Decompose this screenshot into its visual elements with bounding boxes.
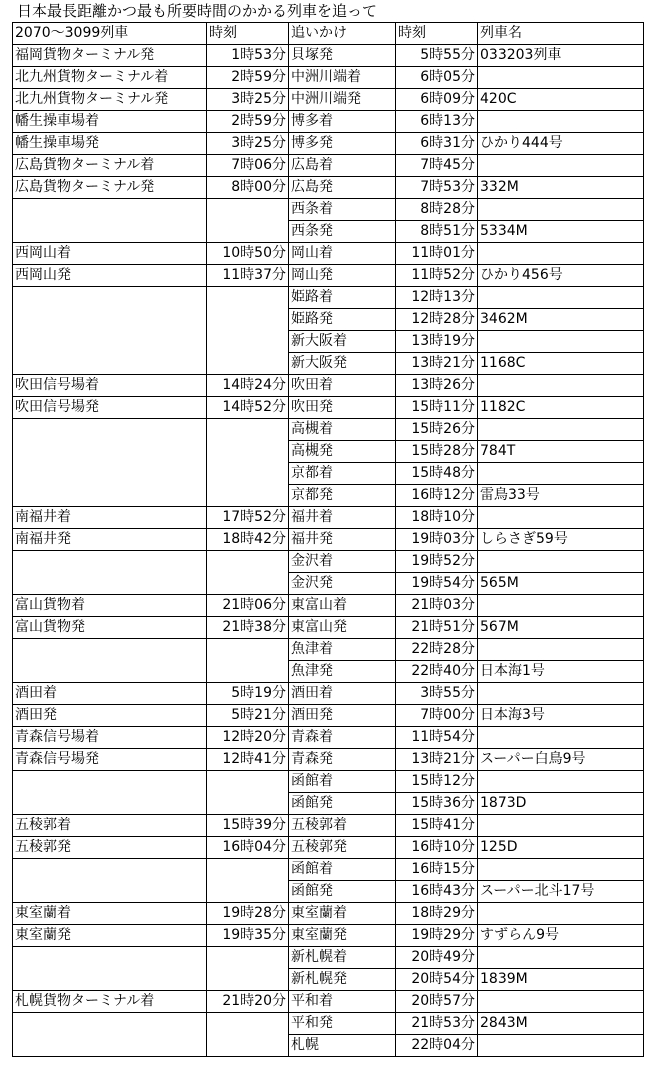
- chase-time-cell: 15時28分: [396, 441, 478, 463]
- table-row: [13, 639, 644, 661]
- table-row: [13, 881, 644, 903]
- chase-station-cell: 岡山着: [289, 243, 396, 265]
- chase-station-cell: 福井発: [289, 529, 396, 551]
- freight-time-cell: 12時20分: [207, 727, 289, 749]
- freight-station-cell: 南福井着: [13, 507, 207, 529]
- freight-time-cell: 19時28分: [207, 903, 289, 925]
- freight-station-cell: [13, 353, 207, 375]
- table-row: [13, 749, 644, 771]
- freight-time-cell: [207, 661, 289, 683]
- table-row: [13, 793, 644, 815]
- chase-time-cell: 3時55分: [396, 683, 478, 705]
- freight-station-cell: 広島貨物ターミナル着: [13, 155, 207, 177]
- freight-time-cell: 5時21分: [207, 705, 289, 727]
- freight-time-cell: [207, 441, 289, 463]
- freight-station-cell: 吹田信号場着: [13, 375, 207, 397]
- freight-time-cell: [207, 947, 289, 969]
- freight-station-cell: 酒田着: [13, 683, 207, 705]
- chase-station-cell: 福井着: [289, 507, 396, 529]
- chase-station-cell: 函館発: [289, 793, 396, 815]
- chase-station-cell: 新札幌着: [289, 947, 396, 969]
- chase-time-cell: 15時36分: [396, 793, 478, 815]
- chase-time-cell: 7時45分: [396, 155, 478, 177]
- chase-station-cell: 岡山発: [289, 265, 396, 287]
- train-name-cell: 565M: [478, 573, 644, 595]
- freight-time-cell: 12時41分: [207, 749, 289, 771]
- freight-station-cell: [13, 881, 207, 903]
- train-name-cell: [478, 947, 644, 969]
- chase-station-cell: 函館発: [289, 881, 396, 903]
- freight-time-cell: 14時52分: [207, 397, 289, 419]
- table-row: [13, 221, 644, 243]
- table-row: [13, 947, 644, 969]
- chase-time-cell: 7時00分: [396, 705, 478, 727]
- freight-station-cell: 幡生操車場着: [13, 111, 207, 133]
- freight-station-cell: 五稜郭着: [13, 815, 207, 837]
- chase-time-cell: 6時13分: [396, 111, 478, 133]
- chase-station-cell: 東室蘭着: [289, 903, 396, 925]
- freight-time-cell: [207, 1035, 289, 1057]
- freight-station-cell: 五稜郭発: [13, 837, 207, 859]
- train-name-cell: [478, 287, 644, 309]
- chase-station-cell: 新大阪着: [289, 331, 396, 353]
- chase-station-cell: 西条発: [289, 221, 396, 243]
- chase-station-cell: 魚津発: [289, 661, 396, 683]
- chase-station-cell: 西条着: [289, 199, 396, 221]
- freight-station-cell: [13, 859, 207, 881]
- freight-station-cell: [13, 551, 207, 573]
- train-name-cell: [478, 375, 644, 397]
- chase-station-cell: 貝塚発: [289, 45, 396, 67]
- train-name-cell: 033203列車: [478, 45, 644, 67]
- chase-time-cell: 16時15分: [396, 859, 478, 881]
- chase-time-cell: 6時31分: [396, 133, 478, 155]
- freight-station-cell: [13, 661, 207, 683]
- freight-station-cell: [13, 221, 207, 243]
- chase-station-cell: 平和着: [289, 991, 396, 1013]
- chase-time-cell: 18時29分: [396, 903, 478, 925]
- timetable: [12, 22, 644, 1057]
- table-row: [13, 419, 644, 441]
- freight-time-cell: 8時00分: [207, 177, 289, 199]
- train-name-cell: スーパー北斗17号: [478, 881, 644, 903]
- train-name-cell: [478, 727, 644, 749]
- chase-station-cell: 酒田着: [289, 683, 396, 705]
- freight-station-cell: [13, 1035, 207, 1057]
- table-row: [13, 859, 644, 881]
- freight-time-cell: [207, 331, 289, 353]
- chase-time-cell: 13時19分: [396, 331, 478, 353]
- freight-station-cell: 幡生操車場発: [13, 133, 207, 155]
- page-title: 日本最長距離かつ最も所要時間のかかる列車を追って: [17, 2, 378, 20]
- train-name-cell: [478, 683, 644, 705]
- freight-station-cell: [13, 573, 207, 595]
- chase-time-cell: 16時43分: [396, 881, 478, 903]
- table-row: [13, 67, 644, 89]
- chase-station-cell: 京都発: [289, 485, 396, 507]
- train-name-cell: 332M: [478, 177, 644, 199]
- chase-time-cell: 5時55分: [396, 45, 478, 67]
- chase-time-cell: 19時03分: [396, 529, 478, 551]
- freight-time-cell: [207, 573, 289, 595]
- freight-time-cell: 2時59分: [207, 67, 289, 89]
- chase-station-cell: 広島着: [289, 155, 396, 177]
- train-name-cell: 567M: [478, 617, 644, 639]
- train-name-cell: [478, 815, 644, 837]
- chase-station-cell: 中洲川端発: [289, 89, 396, 111]
- freight-station-cell: [13, 441, 207, 463]
- freight-time-cell: [207, 771, 289, 793]
- train-name-cell: [478, 771, 644, 793]
- timetable-body: [13, 23, 644, 1057]
- freight-station-cell: 広島貨物ターミナル発: [13, 177, 207, 199]
- train-name-cell: すずらん9号: [478, 925, 644, 947]
- train-name-cell: [478, 859, 644, 881]
- train-name-cell: [478, 991, 644, 1013]
- table-row: [13, 1013, 644, 1035]
- chase-time-cell: 8時28分: [396, 199, 478, 221]
- freight-station-cell: 西岡山着: [13, 243, 207, 265]
- train-name-cell: [478, 67, 644, 89]
- freight-time-cell: [207, 199, 289, 221]
- freight-time-cell: 11時37分: [207, 265, 289, 287]
- chase-time-cell: 22時04分: [396, 1035, 478, 1057]
- train-name-cell: 3462M: [478, 309, 644, 331]
- train-name-cell: 1182C: [478, 397, 644, 419]
- train-name-cell: 1873D: [478, 793, 644, 815]
- train-name-cell: 1839M: [478, 969, 644, 991]
- train-name-cell: [478, 111, 644, 133]
- train-name-cell: ひかり444号: [478, 133, 644, 155]
- table-row: [13, 991, 644, 1013]
- chase-station-cell: 平和発: [289, 1013, 396, 1035]
- chase-station-cell: 吹田着: [289, 375, 396, 397]
- chase-station-cell: 新大阪発: [289, 353, 396, 375]
- table-row: [13, 463, 644, 485]
- freight-time-cell: [207, 485, 289, 507]
- chase-station-cell: 五稜郭発: [289, 837, 396, 859]
- freight-time-cell: [207, 551, 289, 573]
- chase-station-cell: 青森発: [289, 749, 396, 771]
- table-row: [13, 155, 644, 177]
- freight-time-cell: [207, 969, 289, 991]
- freight-time-cell: 3時25分: [207, 133, 289, 155]
- table-row: [13, 595, 644, 617]
- chase-time-cell: 21時03分: [396, 595, 478, 617]
- chase-station-cell: 姫路着: [289, 287, 396, 309]
- freight-station-cell: 青森信号場着: [13, 727, 207, 749]
- freight-time-cell: [207, 881, 289, 903]
- train-name-cell: 日本海1号: [478, 661, 644, 683]
- chase-station-cell: 東室蘭発: [289, 925, 396, 947]
- freight-time-cell: 3時25分: [207, 89, 289, 111]
- chase-time-cell: 22時28分: [396, 639, 478, 661]
- chase-time-cell: 16時10分: [396, 837, 478, 859]
- train-name-cell: 1168C: [478, 353, 644, 375]
- freight-time-cell: 10時50分: [207, 243, 289, 265]
- table-row: [13, 705, 644, 727]
- freight-time-cell: 7時06分: [207, 155, 289, 177]
- column-header: 時刻: [207, 23, 289, 45]
- train-name-cell: [478, 155, 644, 177]
- freight-time-cell: [207, 793, 289, 815]
- table-row: [13, 177, 644, 199]
- freight-time-cell: [207, 463, 289, 485]
- freight-station-cell: [13, 793, 207, 815]
- table-row: [13, 529, 644, 551]
- column-header: 列車名: [478, 23, 644, 45]
- freight-station-cell: 福岡貨物ターミナル発: [13, 45, 207, 67]
- train-name-cell: 125D: [478, 837, 644, 859]
- chase-time-cell: 6時09分: [396, 89, 478, 111]
- chase-station-cell: 高槻発: [289, 441, 396, 463]
- chase-station-cell: 魚津着: [289, 639, 396, 661]
- freight-time-cell: [207, 419, 289, 441]
- freight-time-cell: 21時38分: [207, 617, 289, 639]
- table-row: [13, 485, 644, 507]
- freight-station-cell: 北九州貨物ターミナル着: [13, 67, 207, 89]
- chase-station-cell: 新札幌発: [289, 969, 396, 991]
- table-row: [13, 727, 644, 749]
- chase-time-cell: 15時26分: [396, 419, 478, 441]
- chase-time-cell: 12時13分: [396, 287, 478, 309]
- chase-time-cell: 18時10分: [396, 507, 478, 529]
- chase-station-cell: 五稜郭着: [289, 815, 396, 837]
- freight-time-cell: 21時06分: [207, 595, 289, 617]
- freight-station-cell: 札幌貨物ターミナル着: [13, 991, 207, 1013]
- train-name-cell: [478, 1035, 644, 1057]
- chase-time-cell: 7時53分: [396, 177, 478, 199]
- train-name-cell: スーパー白鳥9号: [478, 749, 644, 771]
- train-name-cell: [478, 463, 644, 485]
- freight-station-cell: 吹田信号場発: [13, 397, 207, 419]
- train-name-cell: 2843M: [478, 1013, 644, 1035]
- table-row: [13, 309, 644, 331]
- chase-station-cell: 函館着: [289, 859, 396, 881]
- chase-station-cell: 博多発: [289, 133, 396, 155]
- table-row: [13, 375, 644, 397]
- chase-time-cell: 21時51分: [396, 617, 478, 639]
- chase-station-cell: 金沢着: [289, 551, 396, 573]
- chase-station-cell: 函館着: [289, 771, 396, 793]
- freight-station-cell: 富山貨物発: [13, 617, 207, 639]
- table-row: [13, 111, 644, 133]
- freight-station-cell: 富山貨物着: [13, 595, 207, 617]
- table-row: [13, 573, 644, 595]
- freight-time-cell: 14時24分: [207, 375, 289, 397]
- chase-time-cell: 6時05分: [396, 67, 478, 89]
- chase-time-cell: 12時28分: [396, 309, 478, 331]
- column-header: 2070～3099列車: [13, 23, 207, 45]
- table-row: [13, 551, 644, 573]
- freight-station-cell: 東室蘭発: [13, 925, 207, 947]
- chase-time-cell: 11時54分: [396, 727, 478, 749]
- freight-time-cell: 17時52分: [207, 507, 289, 529]
- table-row: [13, 331, 644, 353]
- freight-station-cell: [13, 639, 207, 661]
- freight-time-cell: [207, 639, 289, 661]
- train-name-cell: [478, 639, 644, 661]
- table-row: [13, 243, 644, 265]
- freight-station-cell: [13, 485, 207, 507]
- freight-station-cell: 酒田発: [13, 705, 207, 727]
- chase-time-cell: 13時21分: [396, 353, 478, 375]
- table-row: [13, 837, 644, 859]
- chase-time-cell: 16時12分: [396, 485, 478, 507]
- chase-time-cell: 8時51分: [396, 221, 478, 243]
- table-row: [13, 133, 644, 155]
- freight-time-cell: 5時19分: [207, 683, 289, 705]
- chase-time-cell: 13時26分: [396, 375, 478, 397]
- freight-time-cell: [207, 309, 289, 331]
- train-name-cell: [478, 243, 644, 265]
- freight-time-cell: 19時35分: [207, 925, 289, 947]
- train-name-cell: 日本海3号: [478, 705, 644, 727]
- freight-time-cell: 21時20分: [207, 991, 289, 1013]
- table-row: [13, 507, 644, 529]
- freight-station-cell: 南福井発: [13, 529, 207, 551]
- chase-station-cell: 青森着: [289, 727, 396, 749]
- chase-station-cell: 広島発: [289, 177, 396, 199]
- train-name-cell: [478, 507, 644, 529]
- table-row: [13, 397, 644, 419]
- table-row: [13, 265, 644, 287]
- train-name-cell: 420C: [478, 89, 644, 111]
- chase-time-cell: 13時21分: [396, 749, 478, 771]
- table-row: [13, 683, 644, 705]
- freight-station-cell: 西岡山発: [13, 265, 207, 287]
- freight-station-cell: 東室蘭着: [13, 903, 207, 925]
- column-header: 時刻: [396, 23, 478, 45]
- freight-time-cell: [207, 353, 289, 375]
- table-row: [13, 287, 644, 309]
- freight-time-cell: 2時59分: [207, 111, 289, 133]
- freight-time-cell: [207, 859, 289, 881]
- train-name-cell: ひかり456号: [478, 265, 644, 287]
- table-row: [13, 617, 644, 639]
- freight-time-cell: 18時42分: [207, 529, 289, 551]
- column-header: 追いかけ: [289, 23, 396, 45]
- chase-time-cell: 20時57分: [396, 991, 478, 1013]
- chase-time-cell: 19時29分: [396, 925, 478, 947]
- table-row: [13, 661, 644, 683]
- table-row: [13, 441, 644, 463]
- chase-time-cell: 15時48分: [396, 463, 478, 485]
- chase-time-cell: 11時52分: [396, 265, 478, 287]
- freight-station-cell: [13, 969, 207, 991]
- freight-time-cell: 16時04分: [207, 837, 289, 859]
- table-row: [13, 199, 644, 221]
- train-name-cell: [478, 199, 644, 221]
- freight-time-cell: [207, 1013, 289, 1035]
- table-row: [13, 815, 644, 837]
- freight-time-cell: 1時53分: [207, 45, 289, 67]
- train-name-cell: [478, 595, 644, 617]
- freight-station-cell: [13, 287, 207, 309]
- freight-time-cell: [207, 287, 289, 309]
- table-row: [13, 969, 644, 991]
- chase-time-cell: 20時54分: [396, 969, 478, 991]
- chase-time-cell: 15時41分: [396, 815, 478, 837]
- chase-station-cell: 京都着: [289, 463, 396, 485]
- table-row: [13, 1035, 644, 1057]
- freight-station-cell: 青森信号場発: [13, 749, 207, 771]
- chase-time-cell: 15時12分: [396, 771, 478, 793]
- train-name-cell: [478, 331, 644, 353]
- chase-station-cell: 酒田発: [289, 705, 396, 727]
- chase-time-cell: 19時52分: [396, 551, 478, 573]
- chase-station-cell: 東富山発: [289, 617, 396, 639]
- chase-station-cell: 博多着: [289, 111, 396, 133]
- train-name-cell: [478, 419, 644, 441]
- header-row: [13, 23, 644, 45]
- freight-station-cell: [13, 947, 207, 969]
- chase-station-cell: 金沢発: [289, 573, 396, 595]
- freight-station-cell: [13, 771, 207, 793]
- freight-station-cell: [13, 463, 207, 485]
- chase-time-cell: 21時53分: [396, 1013, 478, 1035]
- freight-station-cell: 北九州貨物ターミナル発: [13, 89, 207, 111]
- chase-time-cell: 15時11分: [396, 397, 478, 419]
- train-name-cell: [478, 903, 644, 925]
- chase-time-cell: 22時40分: [396, 661, 478, 683]
- freight-station-cell: [13, 1013, 207, 1035]
- table-row: [13, 45, 644, 67]
- train-name-cell: [478, 551, 644, 573]
- chase-station-cell: 東富山着: [289, 595, 396, 617]
- freight-station-cell: [13, 309, 207, 331]
- chase-station-cell: 姫路発: [289, 309, 396, 331]
- train-name-cell: 784T: [478, 441, 644, 463]
- freight-station-cell: [13, 331, 207, 353]
- train-name-cell: しらさぎ59号: [478, 529, 644, 551]
- train-name-cell: 5334M: [478, 221, 644, 243]
- chase-time-cell: 19時54分: [396, 573, 478, 595]
- table-row: [13, 903, 644, 925]
- table-row: [13, 89, 644, 111]
- chase-station-cell: 吹田発: [289, 397, 396, 419]
- train-name-cell: 雷鳥33号: [478, 485, 644, 507]
- freight-time-cell: 15時39分: [207, 815, 289, 837]
- chase-time-cell: 20時49分: [396, 947, 478, 969]
- freight-time-cell: [207, 221, 289, 243]
- chase-station-cell: 札幌: [289, 1035, 396, 1057]
- table-row: [13, 925, 644, 947]
- freight-station-cell: [13, 419, 207, 441]
- table-row: [13, 353, 644, 375]
- table-row: [13, 771, 644, 793]
- chase-station-cell: 中洲川端着: [289, 67, 396, 89]
- chase-station-cell: 高槻着: [289, 419, 396, 441]
- freight-station-cell: [13, 199, 207, 221]
- chase-time-cell: 11時01分: [396, 243, 478, 265]
